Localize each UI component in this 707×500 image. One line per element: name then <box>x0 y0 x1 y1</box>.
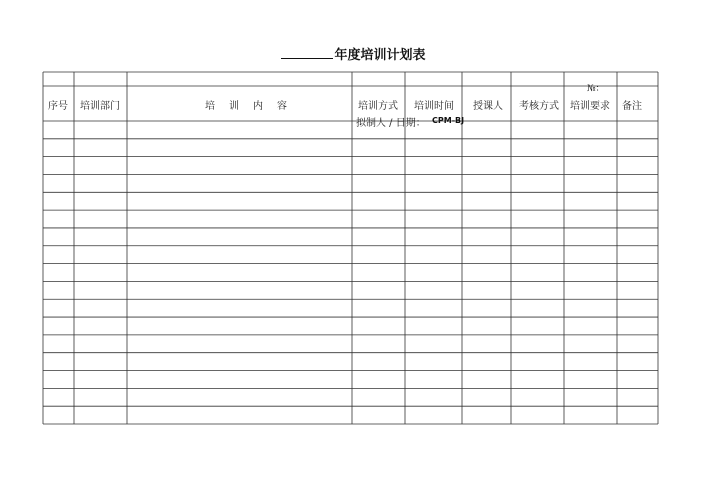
table-cell-requirement[interactable] <box>565 175 616 191</box>
table-cell-requirement[interactable] <box>565 407 616 423</box>
table-cell-seq[interactable] <box>44 407 73 423</box>
header-method: 培训方式 <box>358 101 398 112</box>
table-cell-lecturer[interactable] <box>463 300 510 316</box>
table-cell-content[interactable] <box>128 354 351 370</box>
table-cell-remark[interactable] <box>618 354 657 370</box>
table-cell-time[interactable] <box>406 336 461 352</box>
table-cell-time[interactable] <box>406 140 461 156</box>
table-cell-time[interactable] <box>406 247 461 263</box>
table-cell-lecturer[interactable] <box>463 372 510 388</box>
table-cell-time[interactable] <box>406 407 461 423</box>
table-cell-lecturer[interactable] <box>463 318 510 334</box>
table-cell-method[interactable] <box>353 336 404 352</box>
table-cell-requirement[interactable] <box>565 229 616 245</box>
table-cell-method[interactable] <box>353 265 404 281</box>
table-cell-lecturer[interactable] <box>463 265 510 281</box>
table-cell-seq[interactable] <box>44 211 73 227</box>
table-cell-assessment[interactable] <box>512 354 563 370</box>
table-cell-dept[interactable] <box>75 122 126 138</box>
table-cell-lecturer[interactable] <box>463 140 510 156</box>
table-cell-remark[interactable] <box>618 407 657 423</box>
table-cell-assessment[interactable] <box>512 407 563 423</box>
table-cell-seq[interactable] <box>44 122 73 138</box>
table-cell-seq[interactable] <box>44 354 73 370</box>
table-cell-assessment[interactable] <box>512 122 563 138</box>
table-cell-requirement[interactable] <box>565 122 616 138</box>
table-cell-seq[interactable] <box>44 318 73 334</box>
table-cell-seq[interactable] <box>44 300 73 316</box>
table-cell-assessment[interactable] <box>512 372 563 388</box>
table-cell-time[interactable] <box>406 354 461 370</box>
table-cell-method[interactable] <box>353 140 404 156</box>
header-assessment: 考核方式 <box>519 101 559 112</box>
table-cell-remark[interactable] <box>618 229 657 245</box>
table-cell-content[interactable] <box>128 407 351 423</box>
header-dept: 培训部门 <box>80 101 120 112</box>
table-cell-content[interactable] <box>128 300 351 316</box>
table-cell-lecturer[interactable] <box>463 336 510 352</box>
table-cell-method[interactable] <box>353 193 404 209</box>
table-cell-remark[interactable] <box>618 158 657 174</box>
table-cell-time[interactable] <box>406 389 461 405</box>
table-cell-remark[interactable] <box>618 122 657 138</box>
table-cell-dept[interactable] <box>75 354 126 370</box>
table-cell-time[interactable] <box>406 300 461 316</box>
header-seq: 序号 <box>48 101 68 112</box>
prepared-by-label: 拟制人 / 日期： <box>356 118 426 129</box>
table-cell-seq[interactable] <box>44 336 73 352</box>
table-cell-remark[interactable] <box>618 175 657 191</box>
table-cell-content[interactable] <box>128 318 351 334</box>
table-cell-content[interactable] <box>128 158 351 174</box>
table-cell-method[interactable] <box>353 407 404 423</box>
table-cell-lecturer[interactable] <box>463 175 510 191</box>
table-cell-remark[interactable] <box>618 318 657 334</box>
table-cell-assessment[interactable] <box>512 193 563 209</box>
table-cell-content[interactable] <box>128 372 351 388</box>
table-cell-lecturer[interactable] <box>463 193 510 209</box>
table-cell-content[interactable] <box>128 247 351 263</box>
table-cell-requirement[interactable] <box>565 140 616 156</box>
table-cell-dept[interactable] <box>75 140 126 156</box>
table-cell-dept[interactable] <box>75 300 126 316</box>
table-cell-seq[interactable] <box>44 175 73 191</box>
table-cell-content[interactable] <box>128 282 351 298</box>
table-cell-requirement[interactable] <box>565 336 616 352</box>
table-cell-remark[interactable] <box>618 336 657 352</box>
table-cell-dept[interactable] <box>75 407 126 423</box>
table-cell-content[interactable] <box>128 265 351 281</box>
form-code: CPM-BJ <box>432 116 465 125</box>
table-cell-remark[interactable] <box>618 300 657 316</box>
table-cell-content[interactable] <box>128 175 351 191</box>
table-cell-time[interactable] <box>406 265 461 281</box>
table-cell-assessment[interactable] <box>512 211 563 227</box>
table-cell-requirement[interactable] <box>565 300 616 316</box>
table-cell-seq[interactable] <box>44 193 73 209</box>
table-cell-method[interactable] <box>353 389 404 405</box>
table-cell-dept[interactable] <box>75 247 126 263</box>
table-cell-lecturer[interactable] <box>463 247 510 263</box>
table-cell-seq[interactable] <box>44 247 73 263</box>
table-cell-assessment[interactable] <box>512 265 563 281</box>
table-cell-dept[interactable] <box>75 282 126 298</box>
table-cell-dept[interactable] <box>75 175 126 191</box>
table-cell-lecturer[interactable] <box>463 407 510 423</box>
table-cell-assessment[interactable] <box>512 229 563 245</box>
table-cell-requirement[interactable] <box>565 282 616 298</box>
table-cell-remark[interactable] <box>618 193 657 209</box>
table-cell-requirement[interactable] <box>565 211 616 227</box>
table-cell-method[interactable] <box>353 372 404 388</box>
table-cell-dept[interactable] <box>75 193 126 209</box>
form-number-label: №： <box>587 84 605 94</box>
table-cell-time[interactable] <box>406 229 461 245</box>
table-cell-requirement[interactable] <box>565 354 616 370</box>
table-cell-seq[interactable] <box>44 265 73 281</box>
table-cell-remark[interactable] <box>618 140 657 156</box>
table-cell-remark[interactable] <box>618 372 657 388</box>
table-cell-assessment[interactable] <box>512 247 563 263</box>
table-cell-remark[interactable] <box>618 389 657 405</box>
table-cell-method[interactable] <box>353 175 404 191</box>
header-content: 培训内容 <box>205 101 301 112</box>
table-cell-requirement[interactable] <box>565 318 616 334</box>
table-cell-content[interactable] <box>128 211 351 227</box>
table-cell-seq[interactable] <box>44 229 73 245</box>
table-cell-remark[interactable] <box>618 211 657 227</box>
table-cell-content[interactable] <box>128 193 351 209</box>
header-lecturer: 授课人 <box>473 101 503 112</box>
table-cell-method[interactable] <box>353 300 404 316</box>
table-cell-content[interactable] <box>128 336 351 352</box>
table-cell-method[interactable] <box>353 247 404 263</box>
table-cell-time[interactable] <box>406 372 461 388</box>
table-cell-lecturer[interactable] <box>463 282 510 298</box>
table-cell-lecturer[interactable] <box>463 354 510 370</box>
table-cell-requirement[interactable] <box>565 389 616 405</box>
table-cell-assessment[interactable] <box>512 282 563 298</box>
table-cell-remark[interactable] <box>618 282 657 298</box>
table-cell-lecturer[interactable] <box>463 122 510 138</box>
header-remark: 备注 <box>622 101 642 112</box>
table-cell-time[interactable] <box>406 211 461 227</box>
table-cell-method[interactable] <box>353 211 404 227</box>
table-cell-content[interactable] <box>128 140 351 156</box>
table-cell-lecturer[interactable] <box>463 211 510 227</box>
table-cell-seq[interactable] <box>44 158 73 174</box>
table-cell-time[interactable] <box>406 318 461 334</box>
table-cell-seq[interactable] <box>44 372 73 388</box>
table-cell-dept[interactable] <box>75 265 126 281</box>
table-cell-seq[interactable] <box>44 282 73 298</box>
header-requirement: 培训要求 <box>570 101 610 112</box>
table-cell-assessment[interactable] <box>512 389 563 405</box>
table-cell-method[interactable] <box>353 354 404 370</box>
table-cell-content[interactable] <box>128 389 351 405</box>
table-cell-dept[interactable] <box>75 229 126 245</box>
table-cell-dept[interactable] <box>75 372 126 388</box>
table-cell-dept[interactable] <box>75 389 126 405</box>
table-cell-seq[interactable] <box>44 389 73 405</box>
table-cell-requirement[interactable] <box>565 193 616 209</box>
table-cell-dept[interactable] <box>75 211 126 227</box>
table-cell-assessment[interactable] <box>512 318 563 334</box>
table-cell-assessment[interactable] <box>512 336 563 352</box>
table-cell-remark[interactable] <box>618 247 657 263</box>
table-cell-assessment[interactable] <box>512 175 563 191</box>
table-cell-time[interactable] <box>406 193 461 209</box>
table-cell-content[interactable] <box>128 122 351 138</box>
table-cell-requirement[interactable] <box>565 158 616 174</box>
table-cell-assessment[interactable] <box>512 158 563 174</box>
table-cell-dept[interactable] <box>75 336 126 352</box>
table-cell-assessment[interactable] <box>512 300 563 316</box>
table-cell-requirement[interactable] <box>565 265 616 281</box>
table-cell-content[interactable] <box>128 229 351 245</box>
table-cell-method[interactable] <box>353 158 404 174</box>
table-cell-method[interactable] <box>353 318 404 334</box>
table-cell-time[interactable] <box>406 158 461 174</box>
table-cell-remark[interactable] <box>618 265 657 281</box>
table-cell-time[interactable] <box>406 282 461 298</box>
table-cell-dept[interactable] <box>75 318 126 334</box>
table-cell-method[interactable] <box>353 282 404 298</box>
table-cell-assessment[interactable] <box>512 140 563 156</box>
table-cell-dept[interactable] <box>75 158 126 174</box>
table-cell-lecturer[interactable] <box>463 389 510 405</box>
table-cell-requirement[interactable] <box>565 372 616 388</box>
table-cell-time[interactable] <box>406 175 461 191</box>
table-cell-seq[interactable] <box>44 140 73 156</box>
table-cell-lecturer[interactable] <box>463 158 510 174</box>
title-text: 年度培训计划表 <box>334 48 426 63</box>
table-cell-method[interactable] <box>353 229 404 245</box>
table-cell-requirement[interactable] <box>565 247 616 263</box>
header-time: 培训时间 <box>414 101 454 112</box>
table-cell-lecturer[interactable] <box>463 229 510 245</box>
